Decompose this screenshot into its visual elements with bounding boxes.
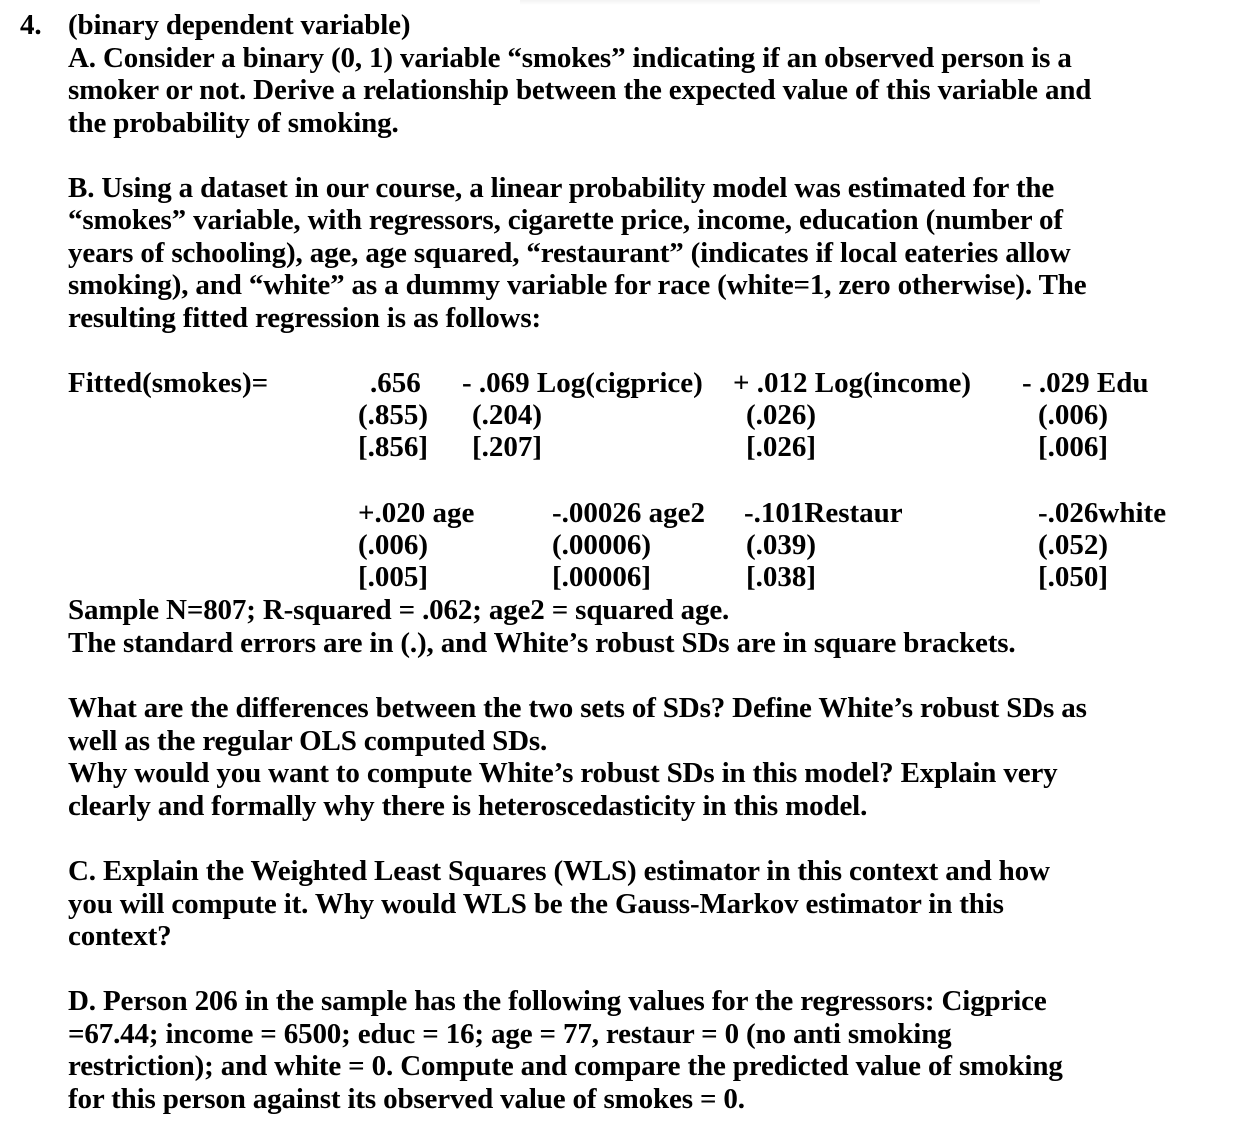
coef-log-income: + .012 Log(income) bbox=[733, 367, 972, 399]
robust-se-restaur: [.038] bbox=[746, 561, 817, 593]
coef-restaur: -.101Restaur bbox=[744, 497, 903, 529]
coef-white: -.026white bbox=[1038, 497, 1167, 529]
coef-age: +.020 age bbox=[358, 497, 475, 529]
part-b-line: B. Using a dataset in our course, a linear probability model was estimated for the bbox=[68, 172, 1055, 204]
part-d-line: restriction); and white = 0. Compute and compare the predicted value of smoking bbox=[68, 1050, 1063, 1082]
sample-info: Sample N=807; R-squared = .062; age2 = squared age. bbox=[68, 594, 730, 626]
part-d-line: D. Person 206 in the sample has the following values for the regressors: Cigprice bbox=[68, 985, 1047, 1017]
se-restaur: (.039) bbox=[746, 529, 817, 561]
part-b-line: years of schooling), age, age squared, “restaurant” (indicates if local eateries allow bbox=[68, 237, 1071, 269]
part-b-line: smoking), and “white” as a dummy variable for race (white=1, zero otherwise). The bbox=[68, 269, 1087, 301]
coef-log-cigprice: - .069 Log(cigprice) bbox=[462, 367, 703, 399]
robust-se-age: [.005] bbox=[358, 561, 429, 593]
coef-age2: -.00026 age2 bbox=[552, 497, 706, 529]
part-a-line: A. Consider a binary (0, 1) variable “smokes” indicating if an observed person is a bbox=[68, 42, 1072, 74]
part-b-question: Why would you want to compute White’s robust SDs in this model? Explain very bbox=[68, 757, 1058, 789]
se-white: (.052) bbox=[1038, 529, 1109, 561]
robust-se-log-income: [.026] bbox=[746, 431, 817, 463]
se-log-cigprice: (.204) bbox=[472, 399, 543, 431]
part-d-line: for this person against its observed value of smokes = 0. bbox=[68, 1083, 745, 1115]
question-number: 4. bbox=[20, 9, 42, 41]
part-b-question: clearly and formally why there is heteroscedasticity in this model. bbox=[68, 790, 868, 822]
part-b-question: What are the differences between the two sets of SDs? Define White’s robust SDs as bbox=[68, 692, 1087, 724]
part-d-line: =67.44; income = 6500; educ = 16; age = 77, restaur = 0 (no anti smoking bbox=[68, 1018, 952, 1050]
se-edu: (.006) bbox=[1038, 399, 1109, 431]
part-c-line: context? bbox=[68, 920, 172, 952]
se-age2: (.00006) bbox=[552, 529, 652, 561]
part-c-line: you will compute it. Why would WLS be the Gauss-Markov estimator in this bbox=[68, 888, 1004, 920]
part-b-question: well as the regular OLS computed SDs. bbox=[68, 725, 548, 757]
robust-se-intercept: [.856] bbox=[358, 431, 429, 463]
regression-lhs: Fitted(smokes)= bbox=[68, 367, 269, 399]
question-title: (binary dependent variable) bbox=[68, 9, 411, 41]
top-edge-shadow bbox=[520, 0, 1040, 5]
robust-se-log-cigprice: [.207] bbox=[472, 431, 543, 463]
part-b-line: resulting fitted regression is as follows: bbox=[68, 302, 541, 334]
part-a-line: smoker or not. Derive a relationship between the expected value of this variable and bbox=[68, 74, 1092, 106]
robust-se-white: [.050] bbox=[1038, 561, 1109, 593]
se-note: The standard errors are in (.), and White’s robust SDs are in square brackets. bbox=[68, 627, 1016, 659]
part-c-line: C. Explain the Weighted Least Squares (WLS) estimator in this context and how bbox=[68, 855, 1050, 887]
coef-edu: - .029 Edu bbox=[1022, 367, 1149, 399]
se-intercept: (.855) bbox=[358, 399, 429, 431]
robust-se-edu: [.006] bbox=[1038, 431, 1109, 463]
se-age: (.006) bbox=[358, 529, 429, 561]
coef-intercept: .656 bbox=[370, 367, 421, 399]
part-a-line: the probability of smoking. bbox=[68, 107, 399, 139]
part-b-line: “smokes” variable, with regressors, cigarette price, income, education (number of bbox=[68, 204, 1063, 236]
se-log-income: (.026) bbox=[746, 399, 817, 431]
robust-se-age2: [.00006] bbox=[552, 561, 652, 593]
